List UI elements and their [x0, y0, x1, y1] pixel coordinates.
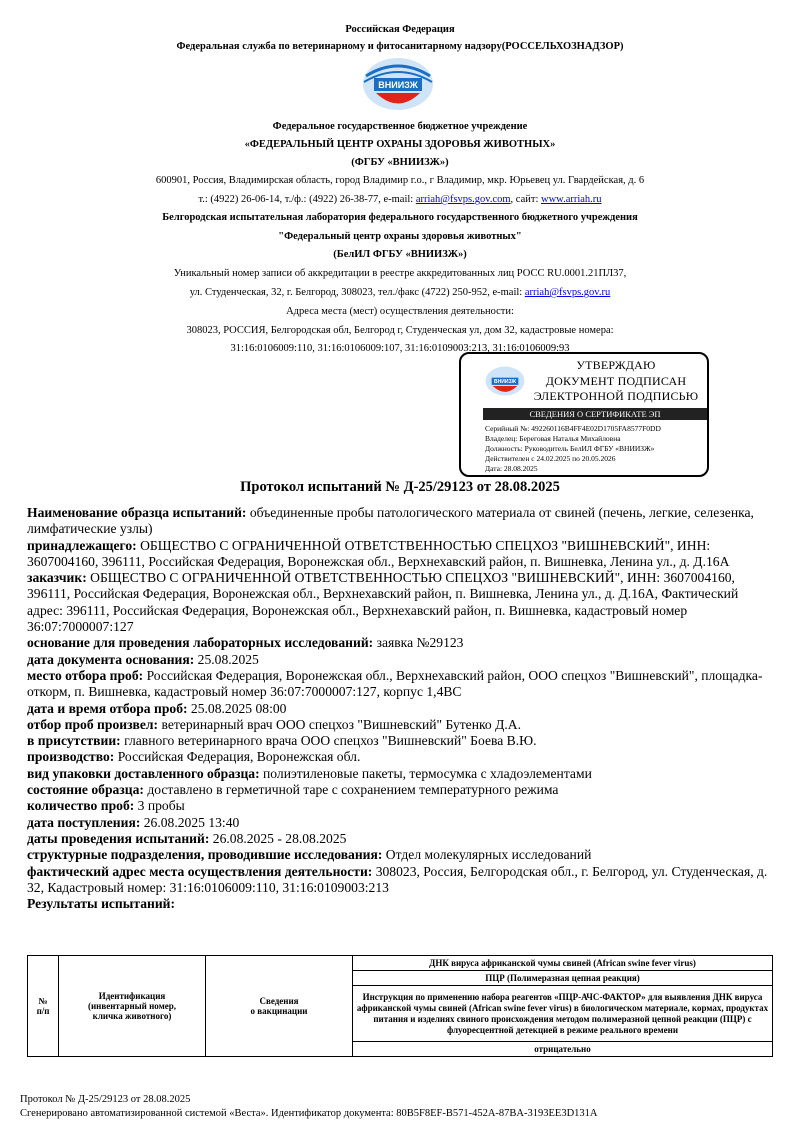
field-row: производство: Российская Федерация, Воронежская обл. — [27, 749, 361, 765]
field-row: вид упаковки доставленного образца: полиэтиленовые пакеты, термосумка с хладоэлементами — [27, 765, 592, 781]
e-signature-stamp — [459, 352, 709, 477]
header-lab-short: (БелИЛ ФГБУ «ВНИИЗЖ») — [333, 249, 467, 260]
stamp-owner: Владелец: Береговая Наталья Михайловна — [485, 434, 621, 443]
vniizh-logo — [362, 56, 434, 112]
footer-protocol: Протокол № Д-25/29123 от 28.08.2025 — [20, 1094, 191, 1105]
stamp-date: Дата: 28.08.2025 — [485, 464, 538, 473]
stamp-position: Должность: Руководитель БелИЛ ФГБУ «ВНИИЗЖ» — [485, 444, 655, 453]
protocol-title: Протокол испытаний № Д-25/29123 от 28.08.2025 — [240, 479, 560, 495]
method-header: ПЦР (Полимеразная цепная реакция) — [353, 971, 773, 986]
header-service: Федеральная служба по ветеринарному и фитосанитарному надзору(РОССЕЛЬХОЗНАДЗОР) — [176, 41, 624, 52]
header-lab-name: "Федеральный центр охраны здоровья животных" — [278, 231, 522, 242]
stamp-logo — [485, 364, 525, 398]
field-row: дата поступления: 26.08.2025 13:40 — [27, 814, 240, 830]
stamp-signed-2: ЭЛЕКТРОННОЙ ПОДПИСЬЮ — [533, 389, 699, 403]
results-heading: Результаты испытаний: — [27, 896, 176, 912]
header-lab-address: ул. Студенческая, 32, г. Белгород, 308023, тел./факс (4722) 250-952, e-mail: arriah@fsvps.gov.ru — [189, 287, 611, 298]
col-number-header: № п/п — [28, 956, 59, 1057]
stamp-serial: Серийный №: 492260116B4FF4E02D1705FA8577F0DD — [485, 424, 661, 433]
header-accreditation: Уникальный номер записи об аккредитации в реестре аккредитованных лиц РОСС RU.0001.21ПЛ37, — [173, 268, 627, 279]
header-lab: Белгородская испытательная лаборатория федерального государственного бюджетного учреждения — [162, 212, 638, 223]
header-activity-address: 308023, РОССИЯ, Белгородская обл, Белгород г, Студенческая ул, дом 32, кадастровые номера: — [186, 325, 614, 336]
header-country: Российская Федерация — [345, 24, 455, 35]
field-row: количество проб: 3 пробы — [27, 798, 185, 814]
field-row: дата и время отбора проб: 25.08.2025 08:00 — [27, 700, 287, 716]
logo-text: ВНИИЗЖ — [378, 80, 418, 90]
header-cadastral: 31:16:0106009:110, 31:16:0106009:107, 31:16:0109003:213, 31:16:0106009:93 — [230, 343, 570, 354]
header-activity-title: Адреса места (мест) осуществления деятельности: — [286, 306, 514, 317]
result-value: отрицательно — [353, 1042, 773, 1057]
stamp-signed-1: ДОКУМЕНТ ПОДПИСАН — [545, 374, 687, 388]
virus-header: ДНК вируса африканской чумы свиней (African swine fever virus) — [353, 956, 773, 971]
stamp-approve: УТВЕРЖДАЮ — [576, 358, 656, 372]
stamp-cert-bar: СВЕДЕНИЯ О СЕРТИФИКАТЕ ЭП — [483, 408, 707, 420]
instruction-header: Инструкция по применению набора реагентов «ПЦР-АЧС-ФАКТОР» для выявления ДНК вируса африканской чумы свиней (African swine fever virus) в биологическом материале, кормах, продуктах питания и изделиях свиного происхождения методом полимеразной цепной реакции (ПЦР) с флуоресцентной детекцией в режиме реального времени — [353, 986, 773, 1042]
header-org-name: «ФЕДЕРАЛЬНЫЙ ЦЕНТР ОХРАНЫ ЗДОРОВЬЯ ЖИВОТНЫХ» — [244, 139, 556, 150]
site-link[interactable]: www.arriah.ru — [541, 194, 602, 205]
stamp-valid: Действителен с 24.02.2025 по 20.05.2026 — [485, 454, 616, 463]
stamp-logo-text: ВНИИЗЖ — [494, 379, 516, 386]
field-row: заказчик: ОБЩЕСТВО С ОГРАНИЧЕННОЙ ОТВЕТСТВЕННОСТЬЮ СПЕЦХОЗ "ВИШНЕВСКИЙ", ИНН: 3607004160, 396111, Российская Федерация, Воронежская обл., Верхнехавский район, п. Вишневка, Ленина ул., д. Д.16А, Фактический адрес: 396111, Российская Федерация, Воронежская обл., Верхнехавский район, п. Вишневка, кадастровый номер 36:07:7000007:127 — [27, 570, 739, 635]
protocol-fields — [27, 505, 777, 912]
col-id-header: Идентификация (инвентарный номер, кличка животного) — [59, 956, 206, 1057]
field-row: Наименование образца испытаний: объединенные пробы патологического материала от свиней (печень, легкие, селезенка, лимфатические узлы) — [27, 505, 754, 537]
field-row: принадлежащего: ОБЩЕСТВО С ОГРАНИЧЕННОЙ ОТВЕТСТВЕННОСТЬЮ СПЕЦХОЗ "ВИШНЕВСКИЙ", ИНН: 3607004160, 396111, Российская Федерация, Воронежская обл., Верхнехавский район, п. Вишневка, Ленина ул., д. Д.16А — [27, 537, 730, 569]
field-row: даты проведения испытаний: 26.08.2025 - 28.08.2025 — [27, 830, 347, 846]
results-table — [27, 955, 773, 1057]
field-row: состояние образца: доставлено в герметичной таре с сохранением температурного режима — [27, 782, 559, 798]
header-address: 600901, Россия, Владимирская область, город Владимир г.о., г Владимир, мкр. Юрьевец ул. Гвардейская, д. 6 — [155, 175, 645, 186]
field-row: в присутствии: главного ветеринарного врача ООО спецхоз "Вишневский" Боева В.Ю. — [27, 733, 537, 749]
field-row: структурные подразделения, проводившие исследования: Отдел молекулярных исследований — [27, 847, 592, 863]
field-row: отбор проб произвел: ветеринарный врач ООО спецхоз "Вишневский" Бутенко Д.А. — [27, 716, 521, 732]
lab-email-link[interactable]: arriah@fsvps.gov.ru — [524, 287, 611, 298]
footer-generated: Сгенерировано автоматизированной системой «Веста». Идентификатор документа: 80B5F8EF-B571-452A-87BA-3193EE3D131A — [20, 1108, 598, 1119]
col-vaccination-header: Сведения о вакцинации — [206, 956, 353, 1057]
header-org-type: Федеральное государственное бюджетное учреждение — [272, 121, 528, 132]
field-row: место отбора проб: Российская Федерация, Воронежская обл., Верхнехавский район, ООО спецхоз "Вишневский", площадка-откорм, п. Вишневка, кадастровый номер 36:07:7000007:127, корпус 1,4ВС — [27, 667, 763, 700]
field-row: фактический адрес места осуществления деятельности: 308023, Россия, Белгородская обл., г. Белгород, ул. Студенческая, д. 32, Кадастровый номер: 31:16:0106009:110, 31:16:0109003:213 — [27, 863, 768, 895]
field-row: основание для проведения лабораторных исследований: заявка №29123 — [27, 635, 464, 651]
email-link[interactable]: arriah@fsvps.gov.com — [415, 194, 511, 205]
field-row: дата документа основания: 25.08.2025 — [27, 651, 259, 667]
header-org-short: (ФГБУ «ВНИИЗЖ») — [351, 157, 449, 168]
header-contacts: т.: (4922) 26-06-14, т./ф.: (4922) 26-38-77, e-mail: arriah@fsvps.gov.com, сайт: www.arriah.ru — [198, 194, 602, 205]
